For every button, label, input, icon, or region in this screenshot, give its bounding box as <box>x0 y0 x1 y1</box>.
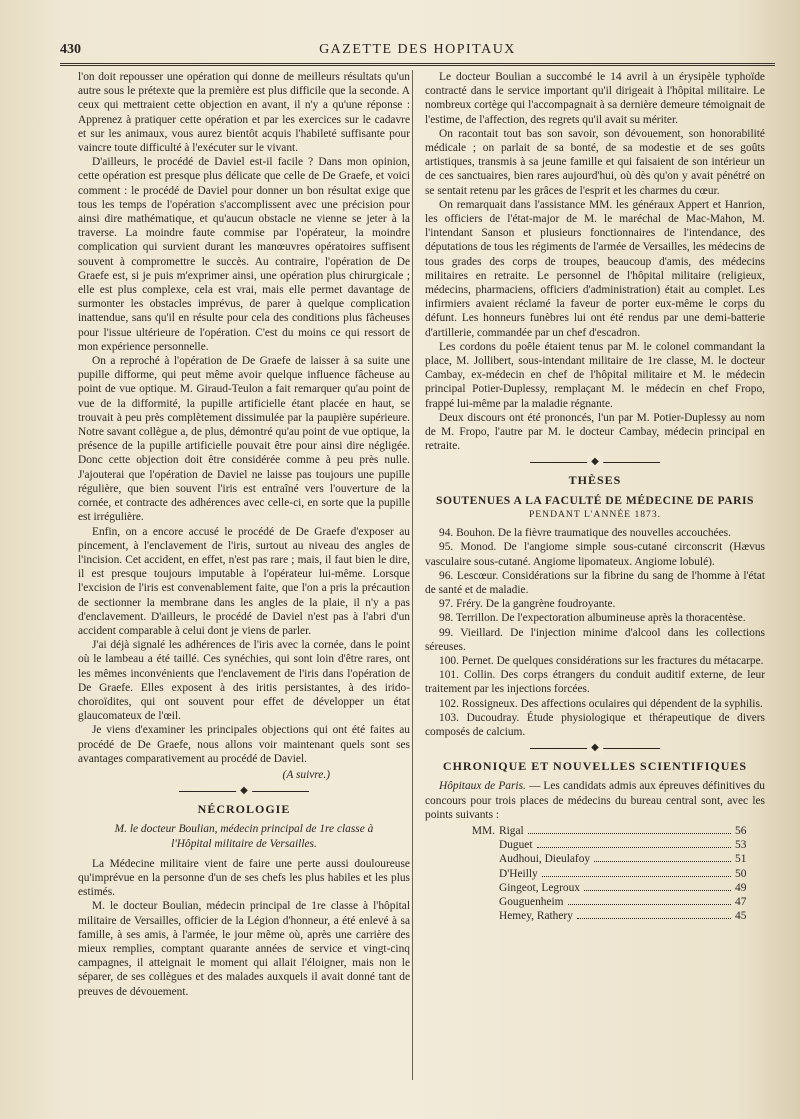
theses-heading: THÈSES <box>568 473 622 488</box>
body-paragraph: J'ai déjà signalé les adhérences de l'iris avec la cornée, dans le point où le lambeau a été taillé. Ces synéchies, qui sont loin d'être rares, ont les mêmes inconvénients que l'enclavement de l'iris dans l'opération de De Graefe. Elles exposent à des iritis persistantes, à des irido-choroïdites, qui ont souvent pour effet de développer un état glaucomateux de l'œil. <box>78 639 410 723</box>
body-paragraph: Je viens d'examiner les principales objections qui ont été faites au procédé de De Graefe, nous allons voir maintenant quels sont ses avantages comparativement au procédé de Daviel. <box>78 724 410 765</box>
list-item: 99. Vieillard. De l'injection minime d'alcool dans les collections séreuses. <box>425 626 765 653</box>
result-name: D'Heilly <box>499 867 538 880</box>
body-paragraph: On remarquait dans l'assistance MM. les généraux Appert et Hanrion, les officiers de l'état-major de M. le maréchal de Mac-Mahon, M. l'intendant Sanson et plusieurs fonctionnaires de l'intendance, des députations de tous les régiments de l'armée de Versailles, les médecins de tous grades des corps de troupes, beaucoup d'amis, des médecins militaires en retraite. Le personnel de l'hôpital militaire (religieux, médecins, pharmaciens, officiers d'administration) était au complet. Les infirmiers avaient réclamé la faveur de porter eux-même le corps du défunt. Les honneurs funèbres lui ont été rendus par une demi-batterie d'artillerie, commandée par un chef d'escadron. <box>425 198 765 339</box>
result-row <box>425 881 765 895</box>
right-column <box>425 70 765 923</box>
leader-dots <box>537 847 731 848</box>
body-paragraph: Les cordons du poêle étaient tenus par M. le colonel commandant la place, M. Jollibert, sous-intendant militaire de 1re classe, M. le docteur Cambay, ex-médecin en chef de l'hôpital militaire et M. le médecin principal Potier-Duplessy, remplaçant M. le médecin en chef Fropo, frappé lui-même par la maladie régnante. <box>425 340 765 410</box>
section-separator <box>179 788 309 796</box>
theses-subheading: SOUTENUES A LA FACULTÉ DE MÉDECINE DE PARIS <box>436 493 754 507</box>
list-item: 101. Collin. Des corps étrangers du conduit auditif externe, de leur traitement par les injections forcées. <box>425 669 765 696</box>
body-paragraph: M. le docteur Boulian, médecin principal de 1re classe à l'hôpital militaire de Versailles, officier de la Légion d'honneur, a été enlevé à sa famille, à ses amis, à l'armée, le jour même où, après une carrière des mieux remplies, comptant quarante années de service et vingt-cinq campagnes, il atteignait le moment qui allait l'éloigner, mais non le séparer, de ses collègues et des malades auxquels il avait donné tant de preuves de dévouement. <box>78 900 410 998</box>
body-paragraph: Deux discours ont été prononcés, l'un par M. Potier-Duplessy au nom de M. Fropo, l'autre par M. le docteur Cambay, médecin principal en retraite. <box>425 411 765 453</box>
result-row <box>425 895 765 909</box>
result-score: 49 <box>735 881 747 894</box>
list-item: 103. Ducoudray. Étude physiologique et thérapeutique de divers composés de calcium. <box>425 711 765 738</box>
chronique-heading: CHRONIQUE ET NOUVELLES SCIENTIFIQUES <box>442 759 748 774</box>
result-name: Rigal <box>499 824 524 837</box>
result-score: 45 <box>735 910 747 923</box>
header-rule <box>60 63 775 66</box>
leader-dots <box>577 918 731 919</box>
result-prefix: MM. <box>471 824 495 837</box>
result-name: Gingeot, Legroux <box>499 881 580 894</box>
result-name: Hemey, Rathery <box>499 910 573 923</box>
result-name: Gouguenheim <box>499 895 564 908</box>
result-row <box>425 852 765 866</box>
body-paragraph: Le docteur Boulian a succombé le 14 avril à un érysipèle typhoïde contracté dans le service important qu'il dirigeait à l'hôpital militaire. Le nombreux cortège qui l'accompagnait à sa dernière demeure témoignait de l'estime, de l'affection, des regrets qu'il avait su mériter. <box>425 71 765 126</box>
result-name: Duguet <box>499 839 533 852</box>
result-score: 47 <box>735 895 747 908</box>
to-be-continued: (A suivre.) <box>282 768 330 781</box>
list-item: 95. Monod. De l'angiome simple sous-cutané circonscrit (Hævus vasculaire sous-cutané. Angiome lipomateux. Angiome lobulé). <box>425 541 765 568</box>
body-paragraph: La Médecine militaire vient de faire une perte aussi douloureuse qu'imprévue en la personne d'un de ses chefs les plus habiles et les plus estimés. <box>78 857 410 899</box>
leader-dots <box>568 904 731 905</box>
leader-dots <box>528 833 731 834</box>
list-item: 94. Bouhon. De la fièvre traumatique des nouvelles accouchées. <box>439 527 731 540</box>
chronique-lead-label: Hôpitaux de Paris. <box>439 780 526 793</box>
list-item: 97. Fréry. De la gangrène foudroyante. <box>439 598 616 611</box>
result-score: 51 <box>735 853 747 866</box>
section-separator <box>530 459 660 467</box>
result-name: Audhoui, Dieulafoy <box>499 853 591 866</box>
leader-dots <box>584 890 731 891</box>
leader-dots <box>542 876 731 877</box>
chronique-lead-text: — Les candidats admis aux épreuves définitives du concours pour trois places de médecins du bureau central sont, avec les points suivants : <box>425 780 765 821</box>
result-row <box>425 867 765 881</box>
leader-dots <box>594 861 731 862</box>
result-row <box>425 824 765 838</box>
body-paragraph: On a reproché à l'opération de De Graefe de laisser à sa suite une pupille difforme, qui peut même avoir quelque influence fâcheuse au point de vue optique. M. Giraud-Teulon a fait remarquer qu'au point de vue de la difformité, la pupille artificielle étant placée en haut, se trouvait à peu près complètement dissimulée par la paupière supérieure. Notre savant collègue a, de plus, démontré qu'au point de vue optique, la présence de la pupille artificielle pouvait être pour ainsi dire négligée. Donc cette objection doit être considérée comme à peu près nulle. J'ajouterai que l'opération de Daviel ne laisse pas toujours une pupille régulière, que bien souvent l'iris est entraîné vers l'ouverture de la cornée, et contracte des adhérences avec celle-ci, en sorte que la pupille est irrégulière. <box>78 355 410 524</box>
body-paragraph: On racontait tout bas son savoir, son dévouement, son honorabilité médicale ; on parlait de sa bonté, de sa modestie et de ses goûts artistiques, transmis à sa jeune famille et qui faisaient de son intérieur un de ces sanctuaires, bien rares aujourd'hui, où dès qu'on y avait pénétré on se sentait retenu par les grâces de l'esprit et les charmes du cœur. <box>425 127 765 197</box>
chronique-lead <box>425 779 765 822</box>
result-score: 50 <box>735 867 747 880</box>
page-header <box>60 42 775 62</box>
theses-list <box>425 526 765 739</box>
results-list <box>425 824 765 923</box>
result-score: 53 <box>735 839 747 852</box>
page-number: 430 <box>60 42 81 57</box>
body-paragraph: Enfin, on a encore accusé le procédé de De Graefe d'exposer au pincement, à l'enclavement de l'iris, surtout au niveau des angles de l'incision. Cet accident, en effet, n'est pas rare ; mais, il faut bien le dire, il est presque toujours imputable à l'opérateur lui-même. Lorsque l'excision de l'iris est convenablement faite, que l'on a pris la précaution de sectionner la membrane dans les angles de la plaie, il n'y a pas d'enclavement. D'ailleurs, le procédé de Daviel n'est pas à l'abri d'un accident comparable à celui dont je viens de parler. <box>78 525 410 637</box>
running-title: GAZETTE DES HOPITAUX <box>319 42 516 57</box>
column-divider <box>412 70 413 1080</box>
list-item: 100. Pernet. De quelques considérations sur les fractures du métacarpe. <box>439 654 764 667</box>
necrologie-subheading: M. le docteur Boulian, médecin principal de 1re classe à l'Hôpital militaire de Versailles. <box>114 823 374 850</box>
list-item: 102. Rossigneux. Des affections oculaires qui dépendent de la syphilis. <box>439 697 763 710</box>
left-column <box>78 70 410 999</box>
necrologie-heading: NÉCROLOGIE <box>197 802 291 817</box>
list-item: 98. Terrillon. De l'expectoration albumineuse après la thoracentèse. <box>439 612 746 625</box>
section-separator <box>530 745 660 753</box>
result-row <box>425 909 765 923</box>
result-score: 56 <box>735 824 747 837</box>
body-paragraph: l'on doit repousser une opération qui donne de meilleurs résultats qu'un autre sous le prétexte que la première est plus difficile que la seconde. A ceux qui mettraient cette objection en avant, il n'y a qu'une réponse : Apprenez à pratiquer cette opération et par les exercices sur le cadavre et sur les animaux, vous aurez bientôt acquis l'habileté suffisante pour vaincre toute difficulté à l'exécuter sur le vivant. <box>78 71 410 155</box>
theses-year: PENDANT L'ANNÉE 1873. <box>528 508 662 520</box>
result-row <box>425 838 765 852</box>
list-item: 96. Lescœur. Considérations sur la fibrine du sang de l'homme à l'état de santé et de maladie. <box>425 569 765 596</box>
body-paragraph: D'ailleurs, le procédé de Daviel est-il facile ? Dans mon opinion, cette opération est presque plus délicate que celle de De Graefe, et voici comment : le procédé de Daviel pour donner un bon résultat exige que tous les temps de l'opération s'accomplissent avec une précision pour ainsi dire mathématique, et qu'aucun obstacle ne vienne se jeter à la traverse. La moindre faute commise par l'opérateur, la moindre complication qui survient durant les manœuvres opératoires suffisent souvent à compromettre le succès. Au contraire, l'opération de De Graefe est, si je puis m'exprimer ainsi, une opération plus chirurgicale ; elle est plus complexe, cela est vrai, mais elle permet davantage de surmonter les obstacles imprévus, de parer à quelque complication inattendue, sans qu'il en résulte pour cela des conditions plus fâcheuses pour l'issue ultérieure de l'opération. C'est du moins ce qui ressort de mon expérience personnelle. <box>78 156 410 353</box>
